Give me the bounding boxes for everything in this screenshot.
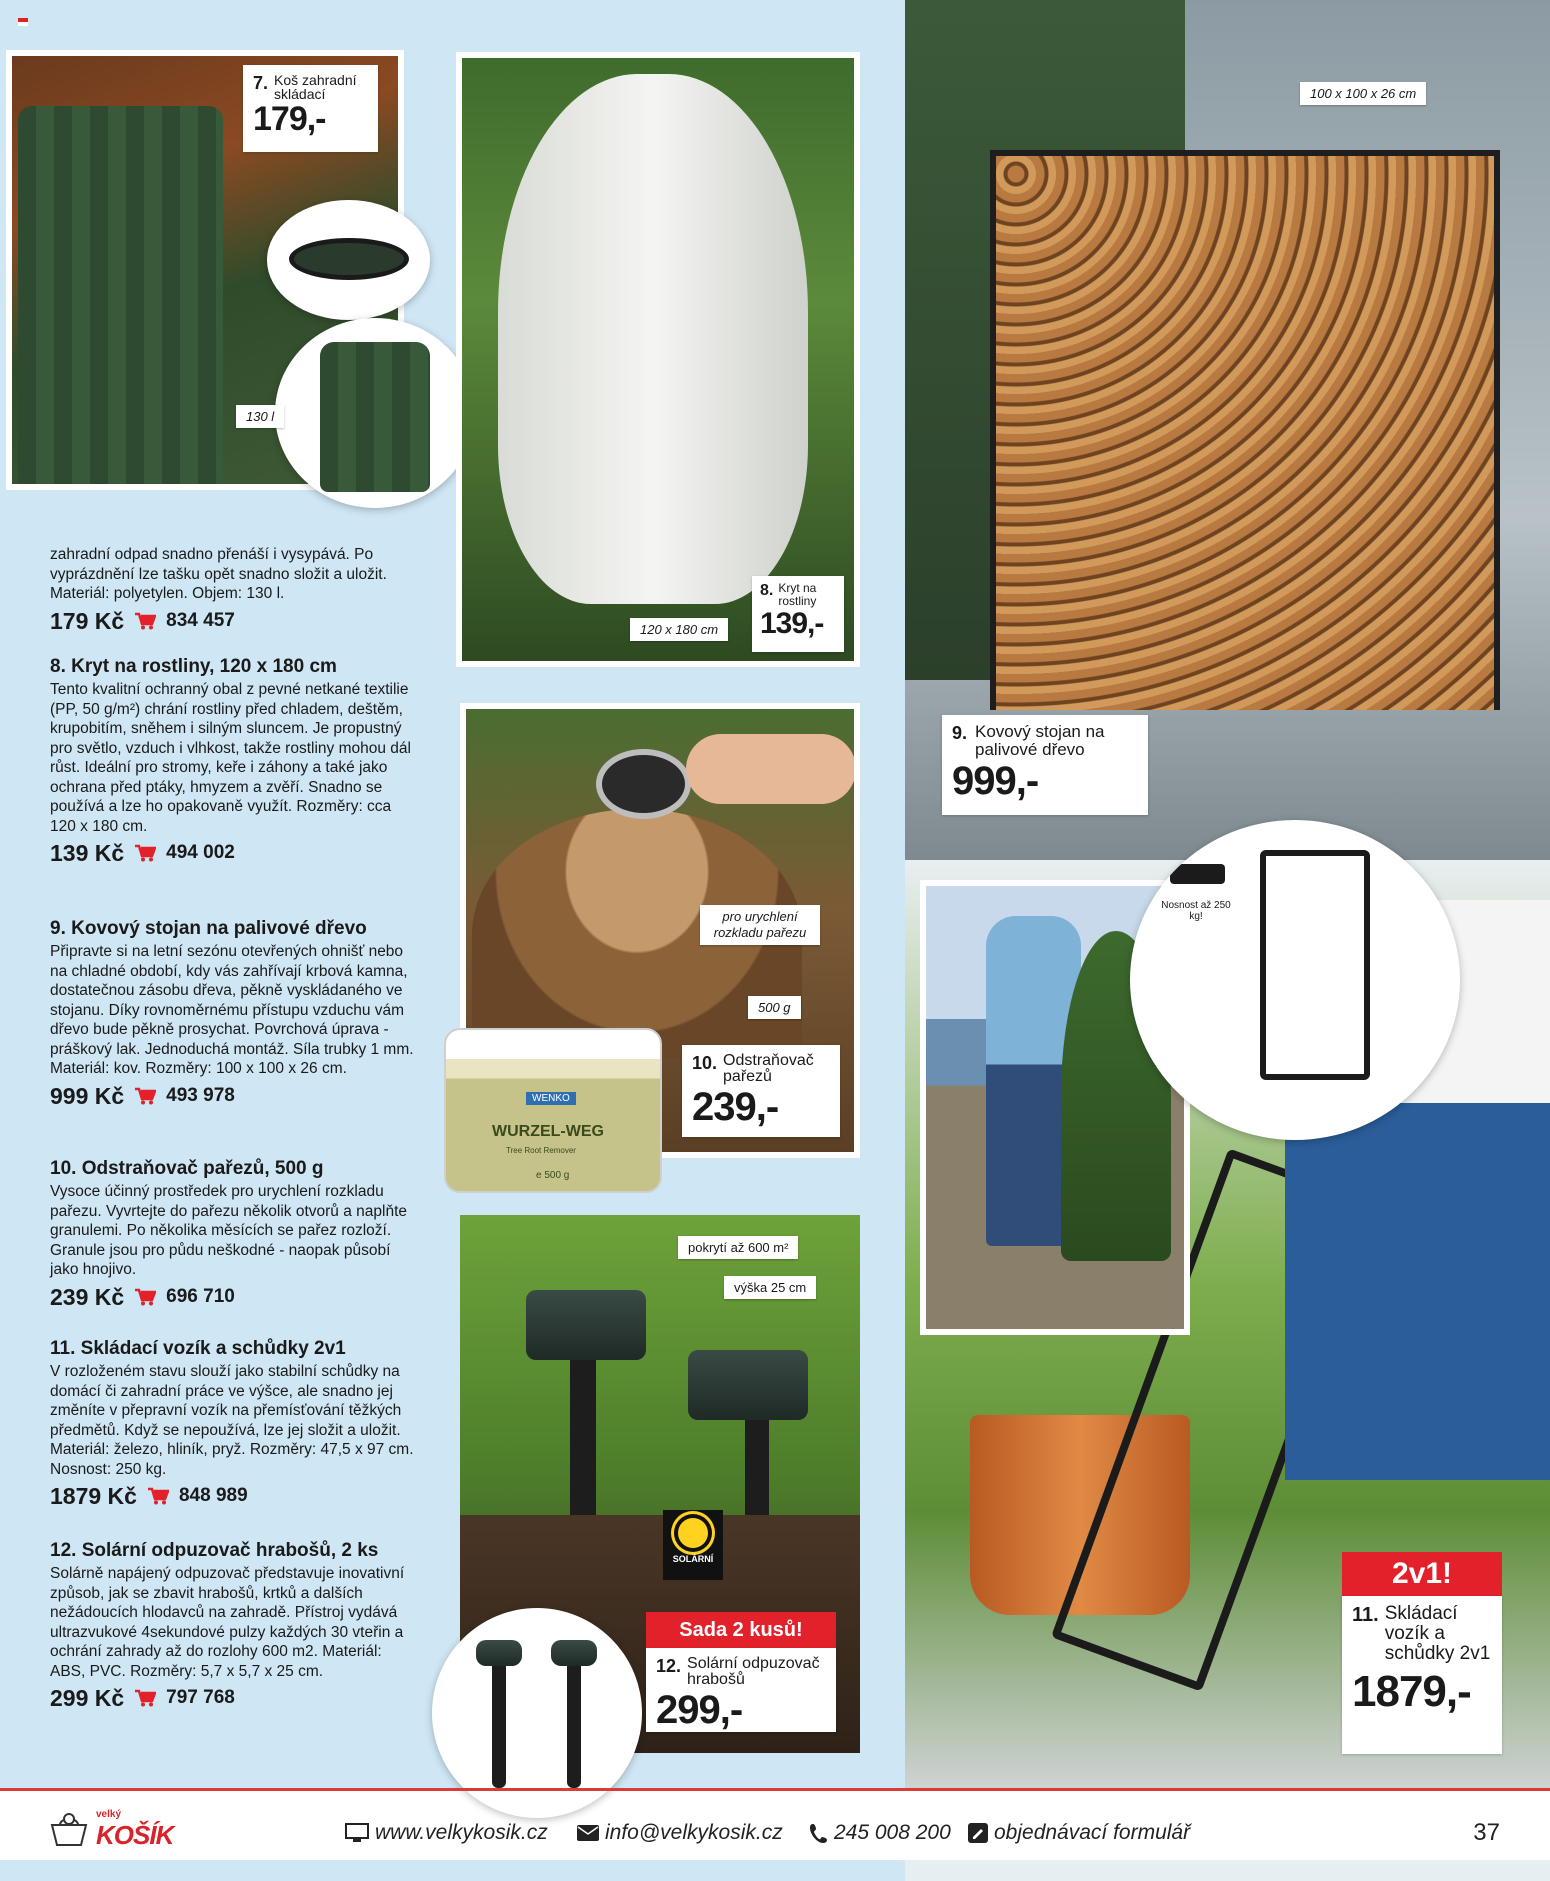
price-tag-9: 9. Kovový stojan na palivové dřevo 999,- xyxy=(942,715,1148,815)
product-7-price: 179 Kč xyxy=(50,607,125,634)
logo-word: KOŠÍK xyxy=(96,1820,174,1850)
cart-icon[interactable] xyxy=(134,1288,156,1306)
price-tag-10: 10. Odstraňovač pařezů 239,- xyxy=(682,1045,840,1137)
cart-detail-circle xyxy=(1130,820,1460,1140)
product-12-price: 299 Kč xyxy=(50,1685,125,1711)
plant-cover-image xyxy=(498,74,808,604)
website-link[interactable]: www.velkykosik.cz xyxy=(345,1821,548,1845)
price-tag-8: 8. Kryt na rostliny 139,- xyxy=(752,576,844,652)
open-bag-image xyxy=(320,342,430,492)
repeller-small-1 xyxy=(492,1648,506,1788)
repeller-small-head-2 xyxy=(551,1640,597,1666)
cart-icon[interactable] xyxy=(134,1087,156,1105)
firewood-stack-image xyxy=(990,150,1500,710)
solar-badge: SOLÁRNÍ xyxy=(663,1510,723,1580)
page-number: 37 xyxy=(1473,1819,1500,1846)
jar-brand: WENKO xyxy=(526,1092,576,1105)
product-9-description: Připravte si na letní sezónu otevřených ohnišť nebo na chladné období, kdy vás zahřívají krbová kamna, dostatečnou zásobu dřeva, pěkně vyskládaného ve stojanu. Díky rovnoměrnému přístupu vzduchu vám dřevo bude pěkně prosychat. Povrchová úprava - práškový lak. Jednoduchá montáž. Síla trubky 1 mm. Materiál: kov. Rozměry: 100 x 100 x 26 cm. xyxy=(50,943,414,1077)
product-10-code: 696 710 xyxy=(166,1285,235,1307)
stump-weight-label: 500 g xyxy=(748,996,801,1019)
price-tag-11: 11. Skládací vozík a schůdky 2v1 1879,- xyxy=(1342,1596,1502,1754)
jar-name: WURZEL-WEG xyxy=(492,1123,604,1140)
logo-small-word: velký xyxy=(96,1809,122,1820)
set-banner: Sada 2 kusů! xyxy=(646,1612,836,1648)
brand-logo[interactable] xyxy=(48,1809,173,1851)
product-10-description: Vysoce účinný prostředek pro urychlení rozkladu pařezu. Vyvrtejte do pařezu několik otvorů a naplňte granulemi. Po několika měsících se pařez rozloží. Granule jsou pro půdu neškodné - naopak působí jako hnojivo. xyxy=(50,1183,407,1278)
email-link[interactable]: info@velkykosik.cz xyxy=(577,1821,783,1845)
product-8-description: Tento kvalitní ochranný obal z pevné netkané textilie (PP, 50 g/m²) chrání rostliny před chladem, deštěm, krupobitím, sněhem i silným sluncem. Je propustný pro světlo, vzduch i vlhkost, takže rostliny mohou dál růst. Ideální pro stromy, keře i záhony a také jako ochrana před ptáky, hmyzem a zvěří. Snadno se používá a lze ho opakovaně využít. Rozměry: cca 120 x 180 cm. xyxy=(50,681,411,835)
stump-speed-label: pro urychlení rozkladu pařezu xyxy=(700,905,820,945)
folded-bag-circle xyxy=(267,200,430,320)
granules-cup-image xyxy=(596,749,691,819)
folded-bag-image xyxy=(289,238,409,280)
rack-size-label: 100 x 100 x 26 cm xyxy=(1300,82,1426,105)
repeller-small-2 xyxy=(567,1648,581,1788)
load-capacity-label: Nosnost až 250 kg! xyxy=(1161,900,1231,922)
repeller-head-1 xyxy=(526,1290,646,1360)
cart-icon[interactable] xyxy=(134,844,156,862)
coverage-label: pokrytí až 600 m² xyxy=(678,1236,798,1259)
footer-bar xyxy=(0,1788,1550,1870)
dumbbell-icon xyxy=(1170,864,1225,884)
price-tag-12: 12. Solární odpuzovač hrabošů 299,- xyxy=(646,1648,836,1732)
plant-cover-size-label: 120 x 180 cm xyxy=(630,618,728,641)
product-10-price-row xyxy=(50,1282,415,1312)
price-tag-7: 7. Koš zahradní skládací 179,- xyxy=(243,65,378,152)
product-11-code: 848 989 xyxy=(178,1485,248,1506)
product-7-price-row xyxy=(50,606,415,636)
two-in-one-badge: 2v1! xyxy=(1342,1552,1502,1596)
product-8-heading: 8. Kryt na rostliny, 120 x 180 cm xyxy=(50,656,337,677)
sun-icon xyxy=(678,1518,708,1548)
phone-icon xyxy=(810,1823,828,1843)
product-11-heading: 11. Skládací vozík a schůdky 2v1 xyxy=(50,1338,346,1359)
jar-weight: e 500 g xyxy=(536,1170,570,1181)
height-label: výška 25 cm xyxy=(724,1276,816,1299)
product-11-text xyxy=(50,1338,415,1511)
product-10-heading: 10. Odstraňovač pařezů, 500 g xyxy=(50,1158,324,1179)
product-7-description: zahradní odpad snadno přenáší i vysypává. Po vyprázdnění lze tašku opět snadno složit a uložit. Materiál: polyetylen. Objem: 130 l. xyxy=(50,546,387,602)
cart-icon[interactable] xyxy=(147,1487,169,1505)
repeller-small-head-1 xyxy=(476,1640,522,1666)
product-12-code: 797 768 xyxy=(166,1687,235,1708)
product-9-price-row xyxy=(50,1081,415,1111)
product-12-heading: 12. Solární odpuzovač hrabošů, 2 ks xyxy=(50,1540,379,1561)
product-9-price: 999 Kč xyxy=(50,1082,125,1109)
cart-icon[interactable] xyxy=(134,612,156,630)
jar-subtitle: Tree Root Remover xyxy=(506,1146,576,1155)
basket-logo-icon xyxy=(48,1811,90,1849)
product-11-description: V rozloženém stavu slouží jako stabilní schůdky na domácí či zahradní práce ve výšce, ale snadno jej změníte v přepravní vozík na přemísťování těžkých předmětů. Když se nepoužívá, lze jej složit a uložit. Materiál: železo, hliník, pryž. Rozměry: 47,5 x 97 cm. Nosnost: 250 kg. xyxy=(50,1363,414,1478)
product-9-heading: 9. Kovový stojan na palivové dřevo xyxy=(50,918,367,939)
bottom-strip-left xyxy=(0,1860,905,1881)
product-10-price: 239 Kč xyxy=(50,1283,125,1310)
product-9-text xyxy=(50,918,415,1111)
product-9-code: 493 978 xyxy=(166,1084,235,1106)
open-bag-circle xyxy=(275,318,475,508)
cart-icon[interactable] xyxy=(134,1689,156,1707)
stump-remover-jar xyxy=(444,1028,662,1193)
repeller-pair-circle xyxy=(432,1608,642,1818)
product-12-price-row xyxy=(50,1683,415,1713)
phone-link[interactable]: 245 008 200 xyxy=(810,1821,951,1845)
product-8-price-row xyxy=(50,838,415,868)
product-12-text xyxy=(50,1540,415,1713)
hand-image xyxy=(686,734,856,804)
product-7-text xyxy=(50,545,415,636)
order-form-link[interactable]: objednávací formulář xyxy=(968,1821,1190,1845)
volume-label: 130 l xyxy=(236,405,284,428)
form-icon xyxy=(968,1823,988,1843)
garden-bag-image xyxy=(18,106,223,490)
repeller-head-2 xyxy=(688,1350,808,1420)
product-11-price-row xyxy=(50,1481,415,1511)
product-7-code: 834 457 xyxy=(166,609,235,631)
product-8-price: 139 Kč xyxy=(50,840,125,866)
cart-detail-image xyxy=(1260,850,1370,1080)
product-12-description: Solárně napájený odpuzovač představuje inovativní způsob, jak se zbavit hrabošů, krtků a dalších nežádoucích hlodavců na zahradě. Přístroj vydává ultrazvukové 4sekundové pulzy každých 30 vteřin a ochrání zahrady až do rozlohy 600 m2. Materiál: ABS, PVC. Rozměry: 5,7 x 5,7 x 25 cm. xyxy=(50,1565,405,1680)
product-10-text xyxy=(50,1158,415,1312)
product-11-price: 1879 Kč xyxy=(50,1483,137,1509)
product-8-code: 494 002 xyxy=(166,842,235,863)
monitor-icon xyxy=(345,1823,369,1843)
flag-icon xyxy=(18,18,28,26)
mail-icon xyxy=(577,1825,599,1841)
bottom-strip-right xyxy=(905,1860,1550,1881)
plant-cover-photo xyxy=(456,52,860,667)
product-8-text xyxy=(50,656,415,868)
